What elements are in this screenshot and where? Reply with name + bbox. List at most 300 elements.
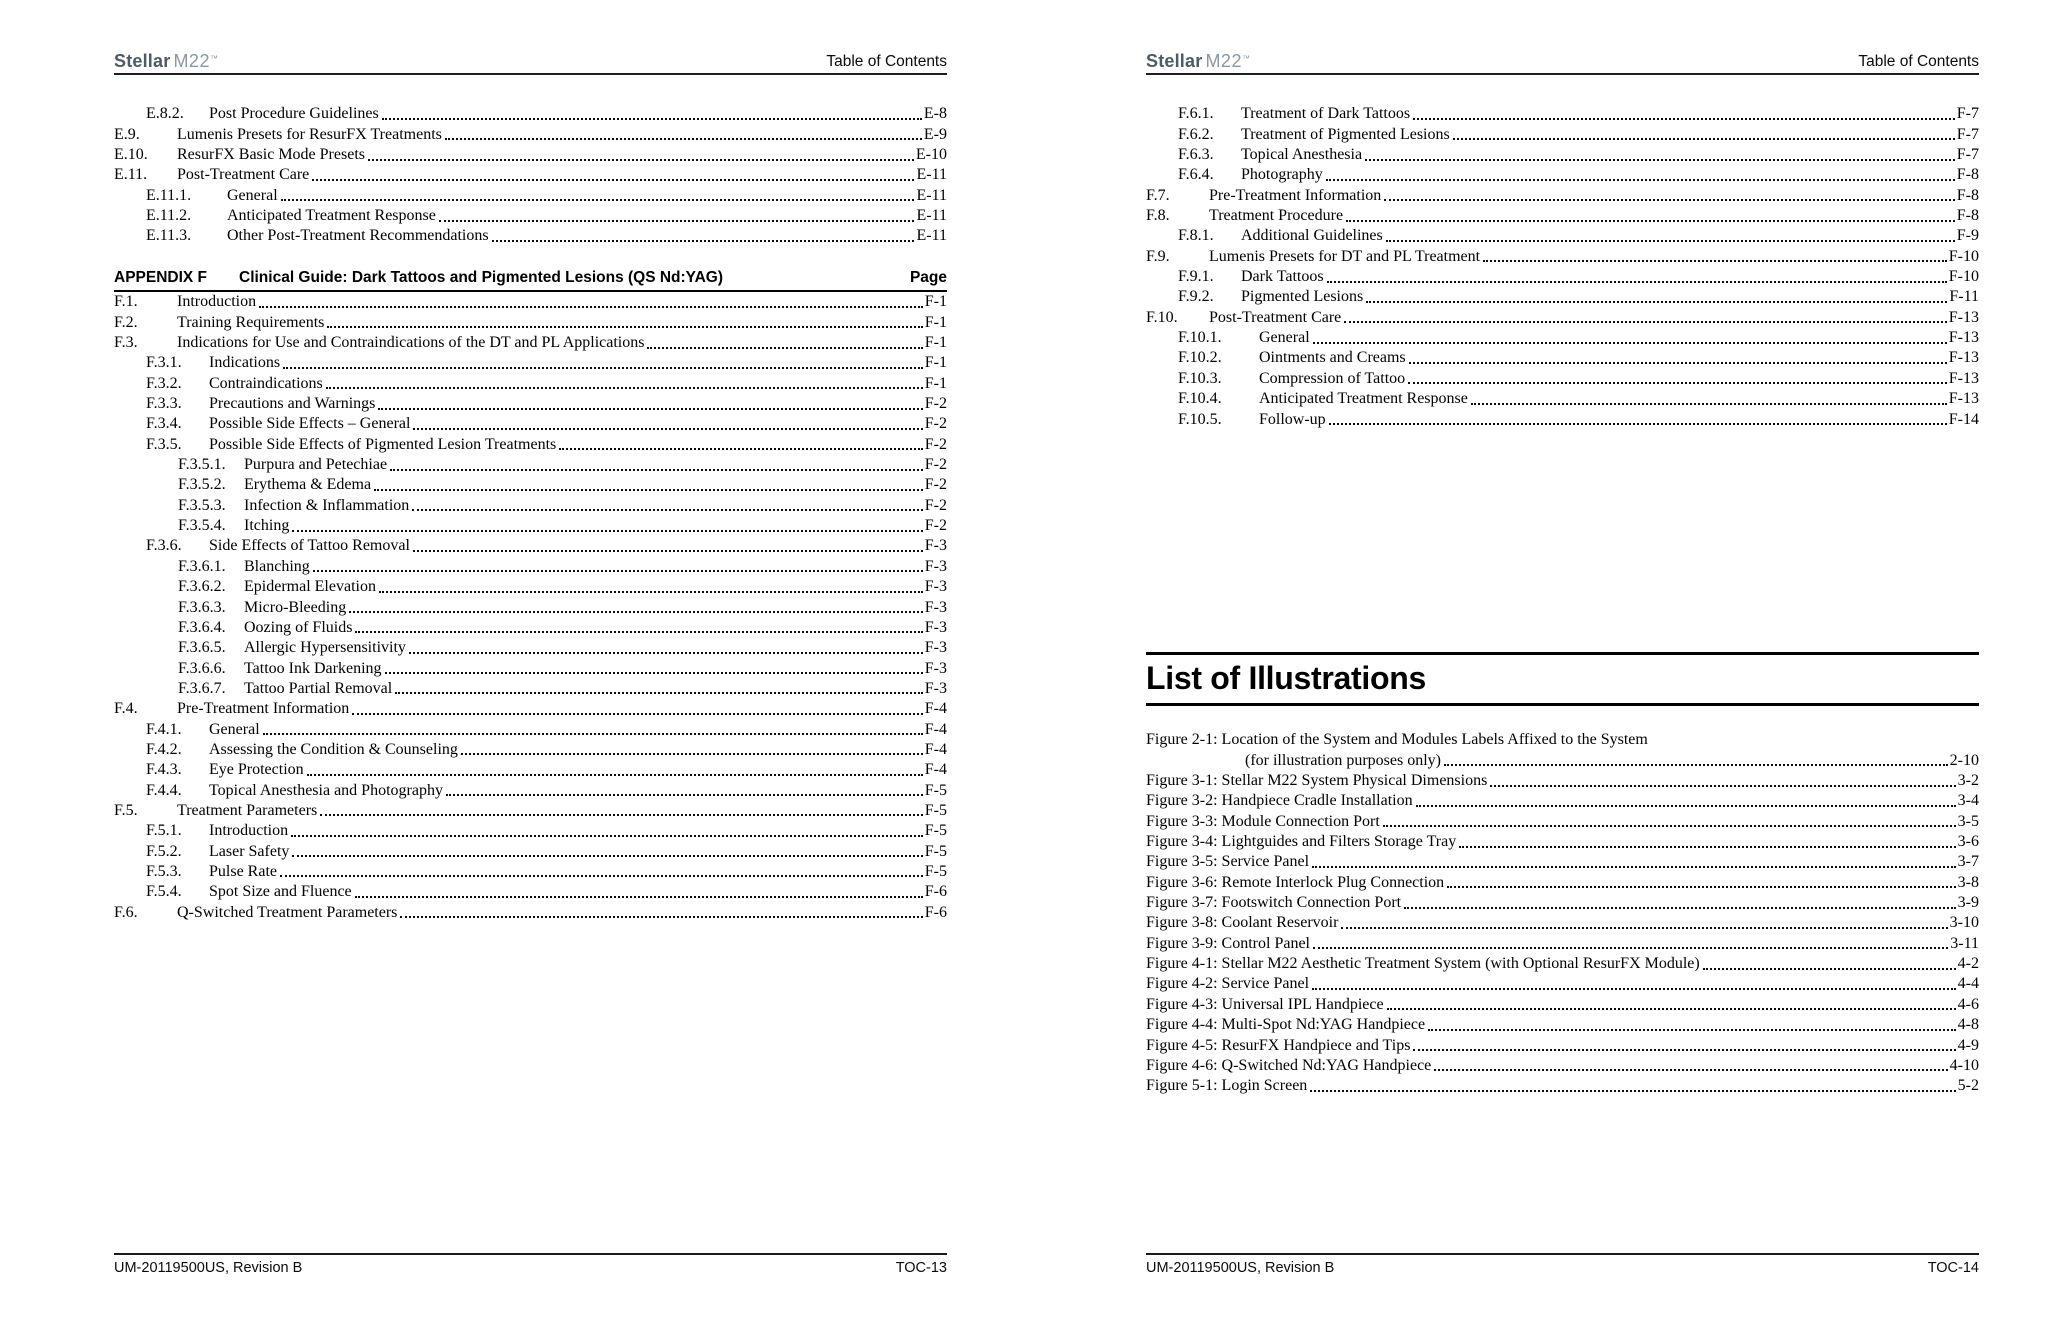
toc-entry-page: F-5 [924, 842, 947, 860]
toc-entry-title: Blanching [244, 557, 310, 575]
footer-document-number: UM-20119500US, Revision B [114, 1260, 303, 1276]
dot-leader [1483, 260, 1947, 262]
toc-row [114, 291, 947, 311]
dot-leader [1404, 907, 1956, 909]
figure-title: Figure 3-1: Stellar M22 System Physical Dimensions [1146, 772, 1488, 790]
dot-leader [1413, 1049, 1955, 1051]
toc-row [114, 433, 947, 453]
figure-page: 4-8 [1957, 1016, 1979, 1034]
toc-entry-number: F.10.5. [1178, 410, 1222, 428]
toc-entry-number: F.3.6.5. [178, 639, 226, 657]
toc-row [114, 372, 947, 392]
dot-leader [559, 448, 923, 450]
toc-entry-page: E-11 [916, 207, 947, 225]
figure-row [1146, 1034, 1979, 1054]
figure-page: 4-9 [1957, 1036, 1979, 1054]
figure-row-continuation [1146, 749, 1979, 769]
dot-leader [1490, 785, 1955, 787]
toc-entry-title: Indications [209, 354, 281, 372]
dot-leader [1341, 927, 1947, 929]
trademark-symbol: ™ [209, 54, 218, 63]
toc-row [114, 413, 947, 433]
dot-leader [352, 713, 923, 715]
toc-entry-number: F.4.3. [146, 761, 182, 779]
toc-entry-page: E-11 [916, 227, 947, 245]
toc-entry-title: Treatment of Pigmented Lesions [1241, 125, 1450, 143]
figure-title: Figure 3-7: Footswitch Connection Port [1146, 894, 1402, 912]
toc-entry-title: Ointments and Creams [1259, 349, 1406, 367]
toc-entry-number: F.3.6.4. [178, 618, 226, 636]
toc-entry-title: Assessing the Condition & Counseling [209, 740, 458, 758]
figure-title: Figure 4-1: Stellar M22 Aesthetic Treatment System (with Optional ResurFX Module) [1146, 955, 1700, 973]
figure-row [1146, 871, 1979, 891]
dot-leader [1384, 199, 1955, 201]
dot-leader [327, 326, 922, 328]
toc-entry-title: Side Effects of Tattoo Removal [209, 537, 410, 555]
toc-row [114, 901, 947, 921]
dot-leader [385, 672, 923, 674]
figure-page: 4-10 [1949, 1056, 1979, 1074]
toc-entry-number: F.9.2. [1178, 288, 1214, 306]
toc-entry-title: General [227, 186, 278, 204]
toc-entry-title: Compression of Tattoo [1259, 369, 1406, 387]
toc-row [114, 698, 947, 718]
dot-leader [1310, 1090, 1955, 1092]
toc-entry-number: F.5.1. [146, 822, 182, 840]
toc-entry-title: Treatment Parameters [177, 801, 318, 819]
toc-row [114, 515, 947, 535]
figure-title: Figure 3-8: Coolant Reservoir [1146, 914, 1339, 932]
dot-leader [374, 489, 923, 491]
toc-entry-title: Post Procedure Guidelines [209, 105, 379, 123]
footer-page-number: TOC-14 [1927, 1260, 1979, 1276]
dot-leader [412, 509, 922, 511]
toc-entry-title: Tattoo Partial Removal [244, 679, 393, 697]
figure-title: Figure 5-1: Login Screen [1146, 1077, 1308, 1095]
toc-entry-number: F.5. [114, 801, 138, 819]
figure-title: Figure 3-6: Remote Interlock Plug Connection [1146, 873, 1445, 891]
toc-entry-page: F-11 [1949, 288, 1979, 306]
figure-row [1146, 831, 1979, 851]
toc-entry-page: F-4 [924, 720, 947, 738]
dot-leader [263, 733, 923, 735]
toc-entry-number: F.3.5.4. [178, 517, 226, 535]
toc-row [114, 861, 947, 881]
toc-entry-page: F-3 [924, 679, 947, 697]
figure-row [1146, 1055, 1979, 1075]
toc-entry-title: Infection & Inflammation [244, 496, 410, 514]
dot-leader [409, 652, 923, 654]
toc-row [114, 881, 947, 901]
dot-leader [1346, 220, 1955, 222]
toc-entry-number: F.3.5. [146, 435, 182, 453]
figure-row [1146, 932, 1979, 952]
toc-row [114, 123, 947, 143]
toc-section-appendix-f [114, 291, 947, 922]
toc-entry-title: Oozing of Fluids [244, 618, 353, 636]
toc-entry-title: Tattoo Ink Darkening [244, 659, 382, 677]
toc-row [114, 718, 947, 738]
list-of-illustrations-heading [1146, 652, 1979, 706]
dot-leader [1326, 179, 1955, 181]
toc-entry-page: F-5 [924, 862, 947, 880]
toc-entry-number: F.2. [114, 313, 138, 331]
toc-entry-number: F.3.5.2. [178, 476, 226, 494]
toc-entry-title: Introduction [177, 293, 257, 311]
dot-leader [413, 428, 922, 430]
toc-row [114, 474, 947, 494]
header-title: Table of Contents [1858, 53, 1979, 70]
toc-entry-title: Post-Treatment Care [1209, 308, 1342, 326]
dot-leader [1428, 1029, 1956, 1031]
figure-title: Figure 3-5: Service Panel [1146, 853, 1310, 871]
figure-page: 3-9 [1957, 894, 1979, 912]
figure-row [1146, 851, 1979, 871]
toc-entry-number: F.5.2. [146, 842, 182, 860]
toc-entry-number: F.6.1. [1178, 105, 1214, 123]
toc-entry-page: F-5 [924, 822, 947, 840]
toc-entry-title: General [1259, 329, 1310, 347]
figure-page: 5-2 [1957, 1077, 1979, 1095]
dot-leader [1344, 321, 1946, 323]
toc-row [114, 820, 947, 840]
toc-row [1146, 123, 1979, 143]
dot-leader [368, 159, 914, 161]
dot-leader [400, 916, 922, 918]
figure-row [1146, 912, 1979, 932]
toc-entry-number: F.6.4. [1178, 166, 1214, 184]
figure-row [1146, 1075, 1979, 1095]
toc-entry-page: F-8 [1956, 186, 1979, 204]
toc-entry-title: Introduction [209, 822, 289, 840]
dot-leader [349, 611, 923, 613]
dot-leader [647, 347, 922, 349]
toc-entry-number: F.3.6.7. [178, 679, 226, 697]
dot-leader [446, 794, 923, 796]
dot-leader [395, 692, 923, 694]
toc-entry-number: F.7. [1146, 186, 1170, 204]
toc-row [114, 596, 947, 616]
toc-entry-page: F-2 [924, 395, 947, 413]
toc-entry-title: Other Post-Treatment Recommendations [227, 227, 489, 245]
figure-title: Figure 3-3: Module Connection Port [1146, 812, 1380, 830]
appendix-label: APPENDIX F [114, 269, 208, 286]
figure-title: Figure 4-5: ResurFX Handpiece and Tips [1146, 1036, 1411, 1054]
toc-entry-title: Micro-Bleeding [244, 598, 347, 616]
toc-entry-number: E.8.2. [146, 105, 184, 123]
toc-entry-page: F-1 [924, 374, 947, 392]
page-header [114, 40, 947, 75]
toc-entry-title: Contraindications [209, 374, 323, 392]
toc-row [1146, 388, 1979, 408]
toc-entry-title: Anticipated Treatment Response [227, 207, 436, 225]
toc-entry-page: F-2 [924, 517, 947, 535]
toc-section-appendix-e [114, 103, 947, 245]
toc-row [114, 739, 947, 759]
toc-row [114, 617, 947, 637]
toc-entry-title: Eye Protection [209, 761, 304, 779]
toc-entry-title: Treatment Procedure [1209, 207, 1344, 225]
toc-entry-page: F-3 [924, 598, 947, 616]
toc-entry-page: F-2 [924, 496, 947, 514]
toc-entry-number: F.3.5.3. [178, 496, 226, 514]
appendix-f-heading [114, 263, 947, 292]
figure-page: 4-6 [1957, 995, 1979, 1013]
figure-row [1146, 729, 1979, 749]
toc-entry-title: Purpura and Petechiae [244, 456, 388, 474]
figure-title-line2: (for illustration purposes only) [1245, 751, 1441, 769]
figure-title: Figure 2-1: Location of the System and Modules Labels Affixed to the System [1146, 731, 1648, 749]
toc-entry-title: Pre-Treatment Information [177, 700, 350, 718]
toc-entry-title: Pre-Treatment Information [1209, 186, 1382, 204]
dot-leader [259, 306, 923, 308]
toc-entry-page: F-1 [924, 313, 947, 331]
toc-entry-number: F.10. [1146, 308, 1178, 326]
toc-entry-number: F.3.6.3. [178, 598, 226, 616]
toc-entry-title: Pigmented Lesions [1241, 288, 1364, 306]
stellar-m22-logo [1146, 52, 1250, 70]
toc-entry-page: F-8 [1956, 166, 1979, 184]
toc-row [114, 311, 947, 331]
toc-entry-page: F-1 [924, 334, 947, 352]
dot-leader [1444, 764, 1948, 766]
toc-entry-number: F.3.4. [146, 415, 182, 433]
figure-page: 3-7 [1957, 853, 1979, 871]
toc-entry-title: Photography [1241, 166, 1323, 184]
figure-row [1146, 1014, 1979, 1034]
toc-entry-number: F.3. [114, 334, 138, 352]
toc-entry-number: F.3.3. [146, 395, 182, 413]
dot-leader [283, 367, 923, 369]
dot-leader [292, 530, 922, 532]
toc-entry-number: F.9.1. [1178, 268, 1214, 286]
toc-entry-number: F.1. [114, 293, 138, 311]
toc-entry-title: General [209, 720, 260, 738]
toc-row [114, 535, 947, 555]
toc-row [114, 164, 947, 184]
toc-row [114, 779, 947, 799]
toc-entry-title: Lumenis Presets for ResurFX Treatments [177, 125, 442, 143]
toc-entry-page: F-4 [924, 740, 947, 758]
toc-entry-number: E.11. [114, 166, 148, 184]
toc-entry-page: F-5 [924, 781, 947, 799]
toc-entry-number: E.11.3. [146, 227, 192, 245]
figure-title: Figure 4-4: Multi-Spot Nd:YAG Handpiece [1146, 1016, 1426, 1034]
figure-row [1146, 770, 1979, 790]
figure-title: Figure 3-2: Handpiece Cradle Installation [1146, 792, 1413, 810]
toc-entry-page: F-13 [1948, 329, 1979, 347]
toc-row [114, 352, 947, 372]
toc-entry-number: F.3.5.1. [178, 456, 226, 474]
toc-entry-title: ResurFX Basic Mode Presets [177, 146, 365, 164]
toc-row [114, 637, 947, 657]
toc-row [114, 678, 947, 698]
figure-page: 4-4 [1957, 975, 1979, 993]
toc-entry-page: F-2 [924, 415, 947, 433]
toc-entry-number: F.4.4. [146, 781, 182, 799]
toc-entry-title: Precautions and Warnings [209, 395, 376, 413]
toc-entry-page: F-13 [1948, 308, 1979, 326]
figure-title: Figure 3-9: Control Panel [1146, 934, 1310, 952]
toc-entry-title: Lumenis Presets for DT and PL Treatment [1209, 247, 1481, 265]
toc-entry-number: E.11.1. [146, 186, 192, 204]
toc-entry-number: E.10. [114, 146, 148, 164]
toc-entry-title: Topical Anesthesia [1241, 146, 1363, 164]
figure-title: Figure 4-6: Q-Switched Nd:YAG Handpiece [1146, 1056, 1432, 1074]
dot-leader [1387, 1008, 1956, 1010]
toc-entry-title: Training Requirements [177, 313, 325, 331]
toc-entry-number: F.8. [1146, 207, 1170, 225]
toc-row [114, 144, 947, 164]
toc-entry-page: F-10 [1948, 268, 1979, 286]
figure-page: 4-2 [1957, 955, 1979, 973]
toc-entry-number: F.3.1. [146, 354, 182, 372]
toc-row [1146, 327, 1979, 347]
toc-entry-page: F-13 [1948, 369, 1979, 387]
dot-leader [355, 631, 922, 633]
toc-entry-number: F.10.1. [1178, 329, 1222, 347]
toc-entry-title: Possible Side Effects – General [209, 415, 411, 433]
figure-row [1146, 973, 1979, 993]
logo-stellar-text: Stellar [114, 51, 171, 71]
figure-page: 3-10 [1949, 914, 1979, 932]
toc-entry-page: F-3 [924, 578, 947, 596]
toc-row [114, 576, 947, 596]
toc-row [1146, 184, 1979, 204]
toc-entry-number: F.4.2. [146, 740, 182, 758]
dot-leader [292, 855, 922, 857]
toc-entry-title: Allergic Hypersensitivity [244, 639, 406, 657]
dot-leader [379, 591, 923, 593]
appendix-title: Clinical Guide: Dark Tattoos and Pigmented Lesions (QS Nd:YAG) [239, 269, 724, 286]
dot-leader [1329, 423, 1947, 425]
toc-entry-title: Indications for Use and Contraindications of the DT and PL Applications [177, 334, 645, 352]
page-header [1146, 40, 1979, 75]
toc-entry-title: Treatment of Dark Tattoos [1241, 105, 1411, 123]
toc-row [1146, 408, 1979, 428]
figure-title: Figure 3-4: Lightguides and Filters Storage Tray [1146, 833, 1457, 851]
toc-entry-page: F-2 [924, 476, 947, 494]
dot-leader [355, 896, 923, 898]
toc-entry-page: E-11 [916, 166, 947, 184]
dot-leader [312, 179, 914, 181]
figure-row [1146, 993, 1979, 1013]
toc-row [114, 494, 947, 514]
toc-row [1146, 225, 1979, 245]
toc-entry-title: Follow-up [1259, 410, 1326, 428]
toc-entry-page: F-13 [1948, 390, 1979, 408]
toc-row [114, 184, 947, 204]
toc-entry-title: Additional Guidelines [1241, 227, 1383, 245]
toc-entry-page: F-9 [1956, 227, 1979, 245]
toc-entry-page: F-3 [924, 537, 947, 555]
toc-row [1146, 266, 1979, 286]
toc-entry-number: F.3.6.2. [178, 578, 226, 596]
toc-entry-number: F.8.1. [1178, 227, 1214, 245]
toc-entry-page: F-7 [1956, 125, 1979, 143]
dot-leader [382, 118, 922, 120]
toc-entry-page: F-5 [924, 801, 947, 819]
dot-leader [1386, 240, 1955, 242]
toc-entry-number: F.3.6.1. [178, 557, 226, 575]
toc-entry-page: F-2 [924, 456, 947, 474]
toc-row [114, 800, 947, 820]
toc-row [114, 225, 947, 245]
logo-m22-text: M22 [1205, 51, 1242, 71]
dot-leader [1413, 118, 1955, 120]
toc-row [114, 103, 947, 123]
toc-entry-page: F-2 [924, 435, 947, 453]
toc-row [1146, 286, 1979, 306]
dot-leader [280, 875, 923, 877]
toc-entry-page: F-3 [924, 557, 947, 575]
dot-leader [281, 199, 915, 201]
toc-row [114, 454, 947, 474]
dot-leader [1471, 403, 1947, 405]
section-title: List of Illustrations [1146, 660, 1426, 696]
dot-leader [439, 220, 915, 222]
toc-entry-page: F-14 [1948, 410, 1979, 428]
toc-row [1146, 245, 1979, 265]
page-right [1146, 0, 1979, 1330]
dot-leader [307, 774, 923, 776]
toc-entry-number: F.5.4. [146, 883, 182, 901]
figure-page: 3-2 [1957, 772, 1979, 790]
dot-leader [1366, 301, 1947, 303]
toc-entry-title: Q-Switched Treatment Parameters [177, 903, 398, 921]
dot-leader [492, 240, 915, 242]
toc-entry-number: E.9. [114, 125, 140, 143]
toc-entry-page: F-3 [924, 618, 947, 636]
toc-row [1146, 306, 1979, 326]
dot-leader [320, 814, 923, 816]
dot-leader [1365, 159, 1955, 161]
dot-leader [1409, 362, 1947, 364]
dot-leader [291, 835, 923, 837]
dot-leader [313, 570, 923, 572]
dot-leader [1327, 281, 1947, 283]
toc-entry-title: Spot Size and Fluence [209, 883, 352, 901]
toc-row [1146, 347, 1979, 367]
toc-entry-page: F-4 [924, 700, 947, 718]
dot-leader [1408, 382, 1947, 384]
logo-m22-text: M22 [173, 51, 210, 71]
toc-entry-page: F-1 [924, 293, 947, 311]
dot-leader [1383, 825, 1956, 827]
dot-leader [1416, 805, 1956, 807]
toc-entry-title: Dark Tattoos [1241, 268, 1324, 286]
toc-entry-number: F.10.4. [1178, 390, 1222, 408]
toc-entry-page: F-3 [924, 659, 947, 677]
dot-leader [1447, 886, 1956, 888]
page-column-header: Page [909, 269, 947, 286]
footer-document-number: UM-20119500US, Revision B [1146, 1260, 1335, 1276]
dot-leader [461, 753, 923, 755]
toc-entry-title: Epidermal Elevation [244, 578, 376, 596]
toc-row [1146, 164, 1979, 184]
toc-row [1146, 103, 1979, 123]
toc-entry-number: F.9. [1146, 247, 1170, 265]
toc-row [1146, 367, 1979, 387]
toc-row [114, 840, 947, 860]
dot-leader [1312, 866, 1956, 868]
dot-leader [326, 387, 923, 389]
logo-stellar-text: Stellar [1146, 51, 1203, 71]
toc-entry-page: E-10 [915, 146, 947, 164]
list-of-illustrations-entries [1146, 729, 1979, 1095]
figure-page: 3-4 [1957, 792, 1979, 810]
toc-row [114, 332, 947, 352]
